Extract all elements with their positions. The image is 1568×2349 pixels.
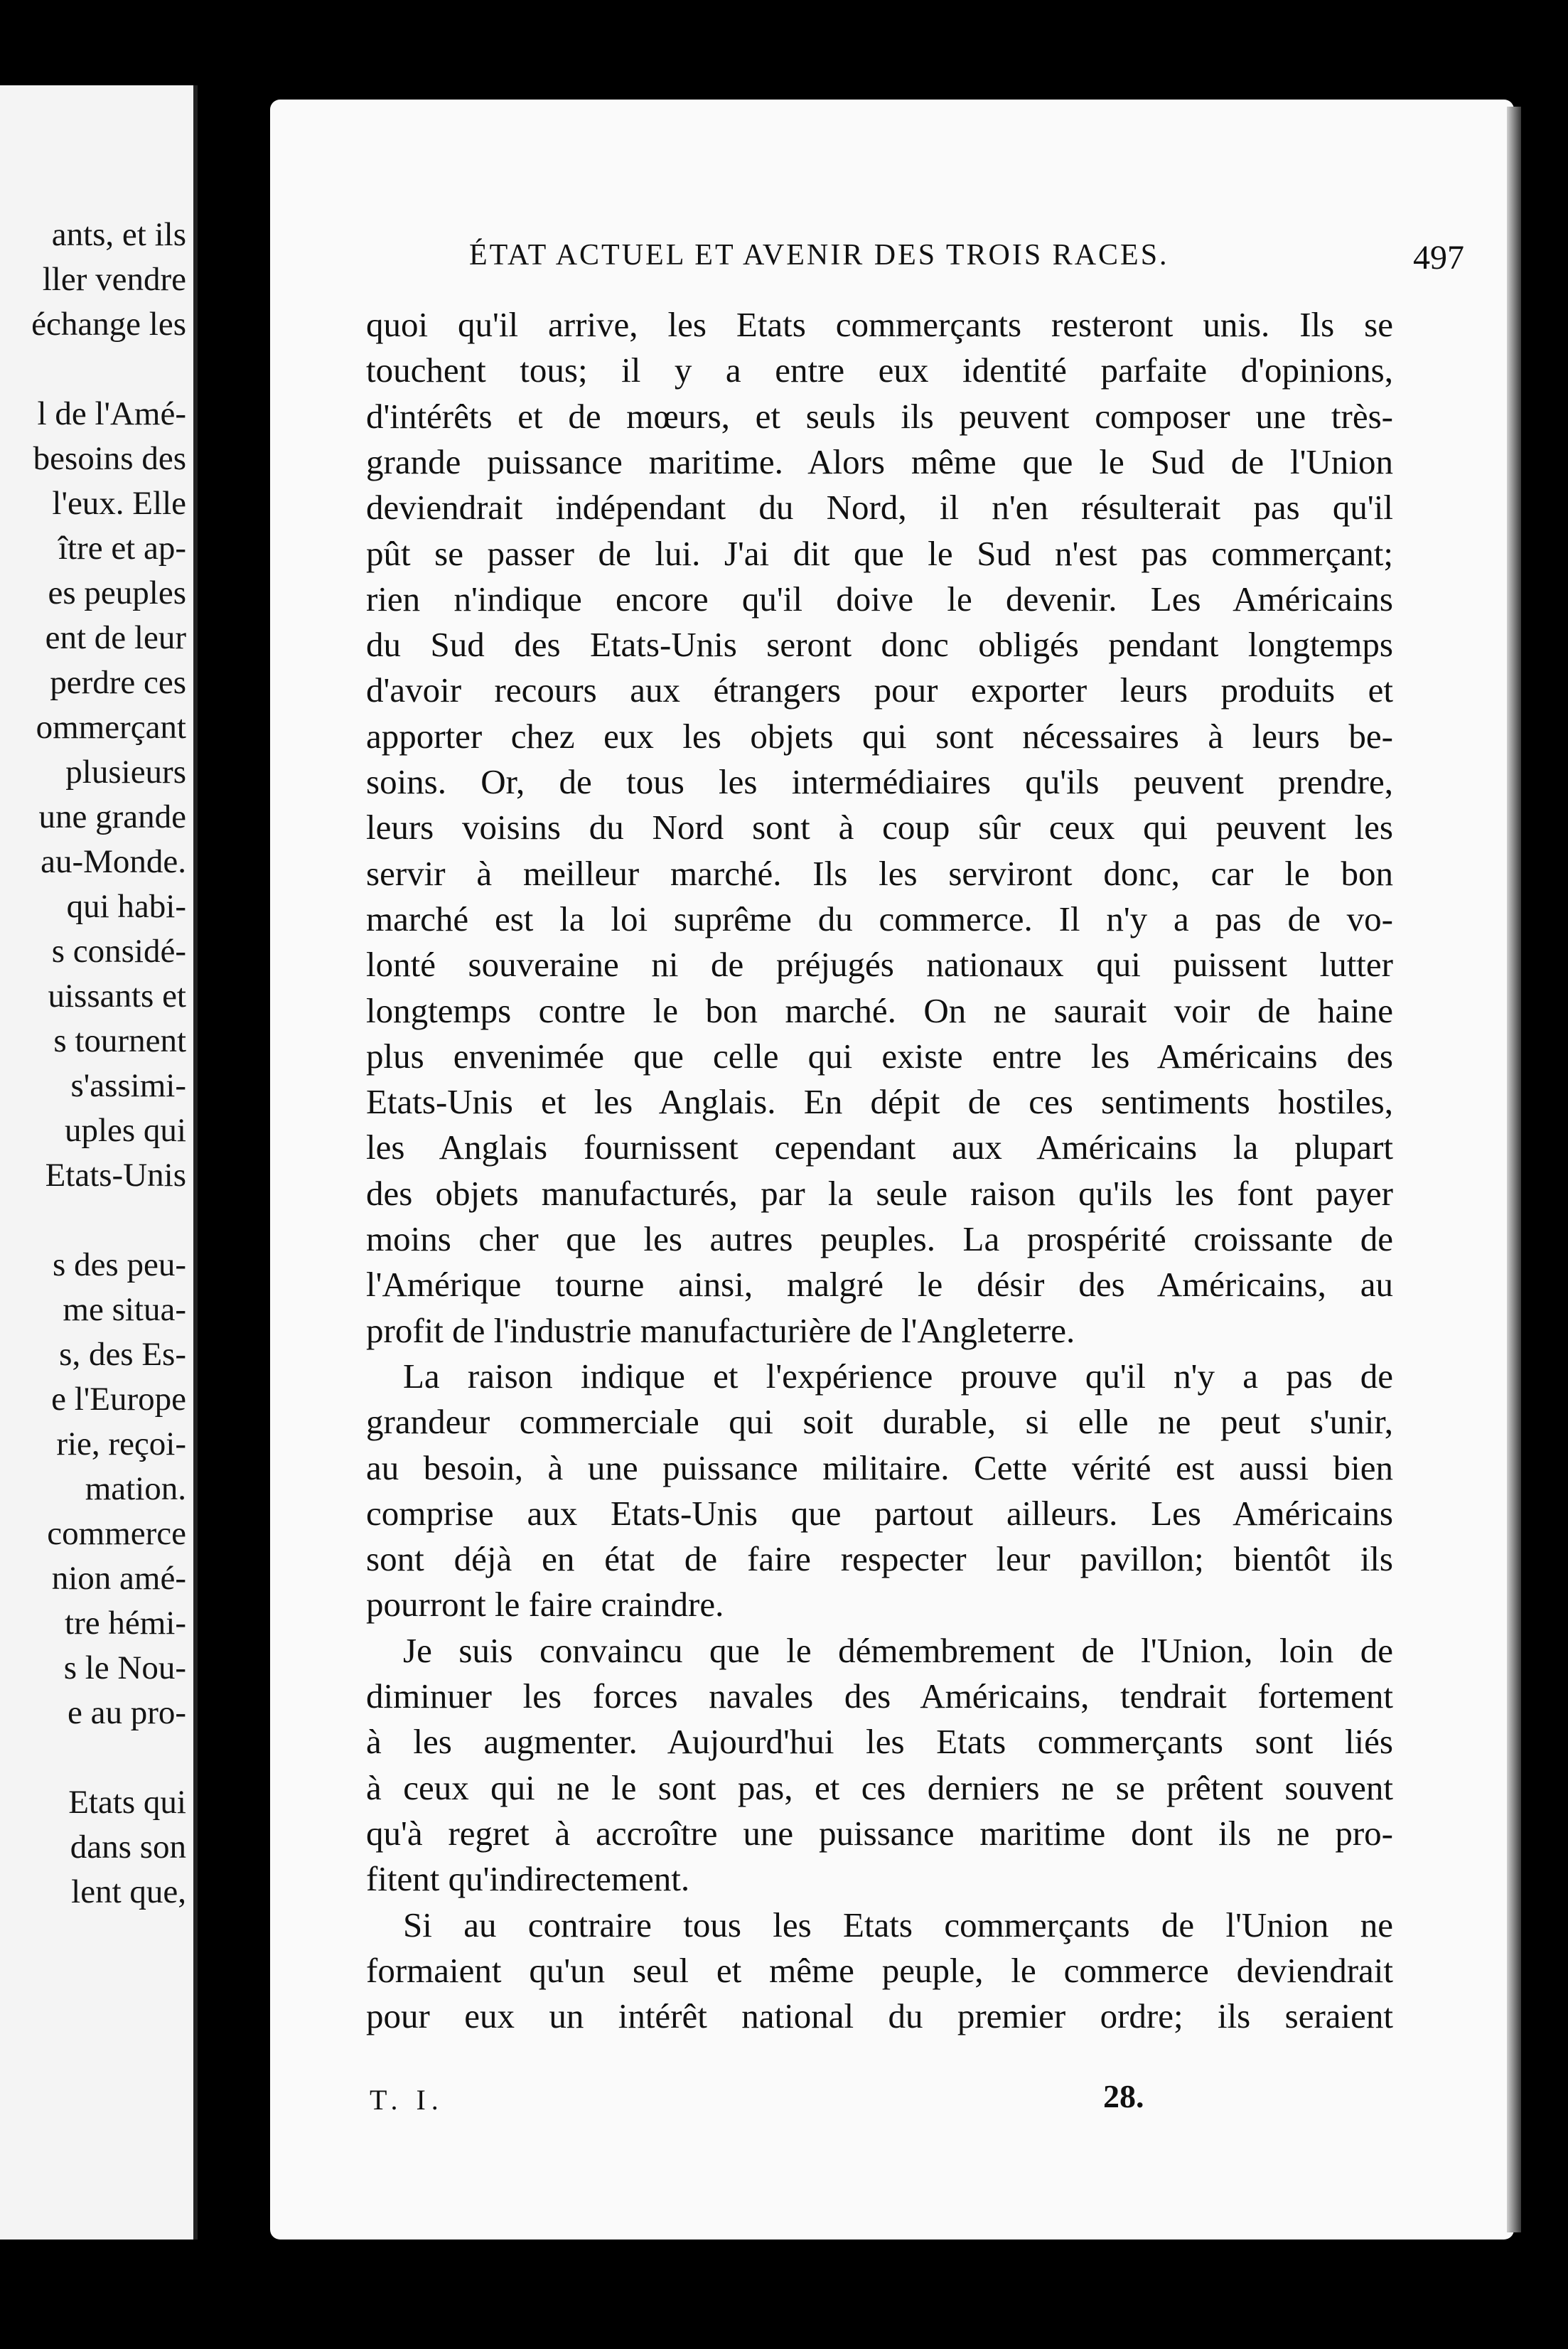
text-line: d'intérêts et de mœurs, et seuls ils peuvent composer une très-	[366, 396, 1393, 436]
left-page-line: perdre ces	[50, 664, 186, 701]
text-line: des objets manufacturés, par la seule raison qu'ils les font payer	[366, 1173, 1393, 1213]
left-page-line: au-Monde.	[41, 843, 186, 880]
left-page-line: s le Nou-	[63, 1649, 186, 1686]
page-edge-shadow	[1507, 107, 1521, 2232]
text-line: pourront le faire craindre.	[366, 1585, 724, 1625]
left-page-line: lent que,	[71, 1873, 186, 1910]
left-page-line: qui habi-	[66, 888, 186, 925]
left-page-line: e au pro-	[67, 1694, 186, 1731]
left-page-line: l de l'Amé-	[37, 395, 186, 432]
text-line: servir à meilleur marché. Ils les serviront donc, car le bon	[366, 853, 1393, 893]
left-page-line: tre hémi-	[65, 1605, 186, 1642]
left-page-line: nion amé-	[51, 1560, 186, 1597]
text-line: du Sud des Etats-Unis seront donc obligés pendant longtemps	[366, 625, 1393, 665]
text-line: profit de l'industrie manufacturière de l'Angleterre.	[366, 1310, 1075, 1350]
text-line: marché est la loi suprême du commerce. Il n'y a pas de vo-	[366, 899, 1393, 938]
left-page-line: Etats-Unis	[45, 1157, 186, 1194]
left-page-line: e l'Europe	[51, 1381, 186, 1418]
left-page-line: ommerçant	[36, 709, 186, 746]
text-line: quoi qu'il arrive, les Etats commerçants resteront unis. Ils se	[366, 305, 1393, 344]
left-page-line: mation.	[85, 1470, 186, 1507]
running-head: ÉTAT ACTUEL ET AVENIR DES TROIS RACES.	[469, 239, 1169, 272]
text-line: d'avoir recours aux étrangers pour exporter leurs produits et	[366, 670, 1393, 710]
text-line: moins cher que les autres peuples. La prospérité croissante de	[366, 1219, 1393, 1258]
left-page-line: s des peu-	[53, 1246, 186, 1283]
left-page-line: s'assimi-	[70, 1067, 186, 1104]
left-page-line: s tournent	[53, 1022, 186, 1059]
signature-mark: T. I.	[370, 2084, 444, 2116]
left-page-line: commerce	[47, 1515, 186, 1552]
text-line: deviendrait indépendant du Nord, il n'en résulterait pas qu'il	[366, 488, 1393, 528]
left-page-line: l'eux. Elle	[52, 485, 186, 522]
text-line: plus envenimée que celle qui existe entre les Américains des	[366, 1036, 1393, 1076]
text-line: formaient qu'un seul et même peuple, le commerce deviendrait	[366, 1950, 1393, 1990]
left-page-line: une grande	[38, 798, 186, 835]
text-line: lonté souveraine ni de préjugés nationaux qui puissent lutter	[366, 945, 1393, 985]
text-line: leurs voisins du Nord sont à coup sûr ceux qui peuvent les	[366, 808, 1393, 847]
page-footer	[370, 2078, 1151, 2126]
text-line: Etats-Unis et les Anglais. En dépit de ces sentiments hostiles,	[366, 1082, 1393, 1122]
text-line: grande puissance maritime. Alors même que le Sud de l'Union	[366, 442, 1393, 481]
left-page-line: ants, et ils	[51, 216, 186, 253]
left-page-line: s, des Es-	[59, 1336, 186, 1373]
text-line: pour eux un intérêt national du premier ordre; ils seraient	[366, 1996, 1393, 2036]
text-line: grandeur commerciale qui soit durable, si elle ne peut s'unir,	[366, 1402, 1393, 1442]
text-line: La raison indique et l'expérience prouve qu'il n'y a pas de	[403, 1356, 1393, 1396]
text-line: apporter chez eux les objets qui sont nécessaires à leurs be-	[366, 716, 1393, 756]
text-line: diminuer les forces navales des Américains, tendrait fortement	[366, 1676, 1393, 1716]
text-line: sont déjà en état de faire respecter leur pavillon; bientôt ils	[366, 1539, 1393, 1579]
text-line: soins. Or, de tous les intermédiaires qu'ils peuvent prendre,	[366, 762, 1393, 801]
book-page	[270, 100, 1514, 2240]
sheet-number: 28.	[1103, 2078, 1144, 2114]
text-line: pût se passer de lui. J'ai dit que le Sud n'est pas commerçant;	[366, 533, 1393, 573]
left-page-line: Etats qui	[68, 1784, 186, 1821]
left-page-line: es peuples	[48, 574, 186, 611]
text-line: à les augmenter. Aujourd'hui les Etats commerçants sont liés	[366, 1722, 1393, 1762]
text-line: comprise aux Etats-Unis que partout ailleurs. Les Américains	[366, 1493, 1393, 1533]
left-page-line: uissants et	[48, 978, 186, 1015]
text-line: qu'à regret à accroître une puissance maritime dont ils ne pro-	[366, 1813, 1393, 1853]
left-page-line: uples qui	[64, 1112, 186, 1149]
text-line: l'Amérique tourne ainsi, malgré le désir des Américains, au	[366, 1265, 1393, 1305]
left-page-line: rie, reçoi-	[56, 1425, 186, 1462]
left-page-line: échange les	[31, 306, 186, 343]
text-line: Je suis convaincu que le démembrement de l'Union, loin de	[403, 1630, 1393, 1670]
text-line: touchent tous; il y a entre eux identité parfaite d'opinions,	[366, 351, 1393, 390]
text-line: rien n'indique encore qu'il doive le devenir. Les Américains	[366, 579, 1393, 619]
left-page-line: ent de leur	[45, 619, 186, 656]
text-line: longtemps contre le bon marché. On ne saurait voir de haine	[366, 990, 1393, 1030]
page-number: 497	[1413, 239, 1464, 277]
left-page-line: s considé-	[51, 933, 186, 970]
page-header	[469, 238, 1464, 281]
text-line: au besoin, à une puissance militaire. Cette vérité est aussi bien	[366, 1448, 1393, 1487]
left-page-line: dans son	[70, 1829, 186, 1866]
text-line: Si au contraire tous les Etats commerçants de l'Union ne	[403, 1905, 1393, 1944]
left-page-line: me situa-	[63, 1291, 186, 1328]
text-line: fitent qu'indirectement.	[366, 1859, 690, 1899]
left-page-line: ller vendre	[42, 261, 186, 298]
previous-page-fragment	[0, 85, 198, 2240]
left-page-line: besoins des	[33, 440, 186, 477]
text-line: à ceux qui ne le sont pas, et ces derniers ne se prêtent souvent	[366, 1767, 1393, 1807]
left-page-line: plusieurs	[65, 754, 186, 791]
left-page-line: ître et ap-	[58, 530, 186, 567]
text-line: les Anglais fournissent cependant aux Américains la plupart	[366, 1128, 1393, 1167]
